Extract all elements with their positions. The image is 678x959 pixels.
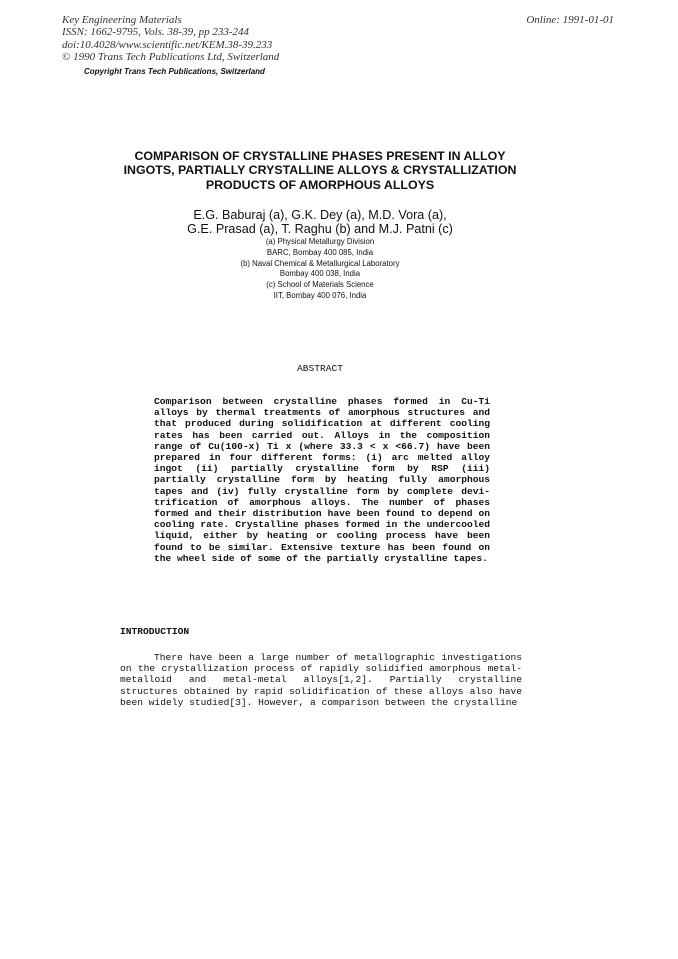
introduction-heading: INTRODUCTION xyxy=(120,626,190,637)
copyright-notice: Copyright Trans Tech Publications, Switzerland xyxy=(84,67,265,76)
author-list xyxy=(90,209,550,236)
author-line: E.G. Baburaj (a), G.K. Dey (a), M.D. Vora (a), xyxy=(193,208,447,222)
doi-line: doi:10.4028/www.scientific.net/KEM.38-39.233 xyxy=(62,38,273,51)
paper-title xyxy=(90,149,550,192)
affiliation-line: BARC, Bombay 400 085, India xyxy=(266,247,374,257)
journal-header xyxy=(62,14,279,63)
affiliation-line: IIT, Bombay 400 076, India xyxy=(273,290,367,300)
affiliation-line: (a) Physical Metallurgy Division xyxy=(265,237,375,246)
journal-name: Key Engineering Materials xyxy=(62,14,182,26)
title-line: INGOTS, PARTIALLY CRYSTALLINE ALLOYS & CRYSTALLIZATION xyxy=(123,163,517,178)
abstract-text: Comparison between crystalline phases formed in Cu-Ti alloys by thermal treatments of amorphous structures and that produced during solidification at different cooling rates has been carried out. Alloys in the composition range of Cu(100-x) Ti x (where 33.3 < x <66.7) have been prepared in four different forms: (i) arc melted alloy ingot (ii) partially crystalline form by RSP (iii) partially crystalline form by heating fully amorphous tapes and (iv) fully crystalline form by complete devi-trification of amorphous alloys. The number of phases formed and their distribution have been found to depend on cooling rate. Crystalline phases formed in the undercooled liquid, either by heating or cooling process have been found to be similar. Extensive texture has been found on the wheel side of some of the partially crystalline tapes. xyxy=(154,396,490,564)
affiliations xyxy=(90,237,550,302)
issn-line: ISSN: 1662-9795, Vols. 38-39, pp 233-244 xyxy=(62,26,249,39)
publisher-line: © 1990 Trans Tech Publications Ltd, Switzerland xyxy=(62,50,280,63)
title-line: COMPARISON OF CRYSTALLINE PHASES PRESENT IN ALLOY xyxy=(134,149,506,163)
introduction-text: There have been a large number of metallographic investigations on the crystallization process of rapidly solidified amorphous metal-metalloid and metal-metal alloys[1,2]. Partially crystalline structures obtained by rapid solidification of these alloys also have been widely studied[3]. However, a comparison between the crystalline xyxy=(120,652,522,708)
affiliation-line: Bombay 400 038, India xyxy=(279,269,361,279)
affiliation-line: (b) Naval Chemical & Metallurgical Laboratory xyxy=(240,258,400,268)
affiliation-line: (c) School of Materials Science xyxy=(266,280,374,290)
author-line: G.E. Prasad (a), T. Raghu (b) and M.J. Patni (c) xyxy=(187,221,453,236)
title-line: PRODUCTS OF AMORPHOUS ALLOYS xyxy=(205,177,435,192)
online-date: Online: 1991-01-01 xyxy=(526,14,614,26)
abstract-heading: ABSTRACT xyxy=(296,363,344,374)
